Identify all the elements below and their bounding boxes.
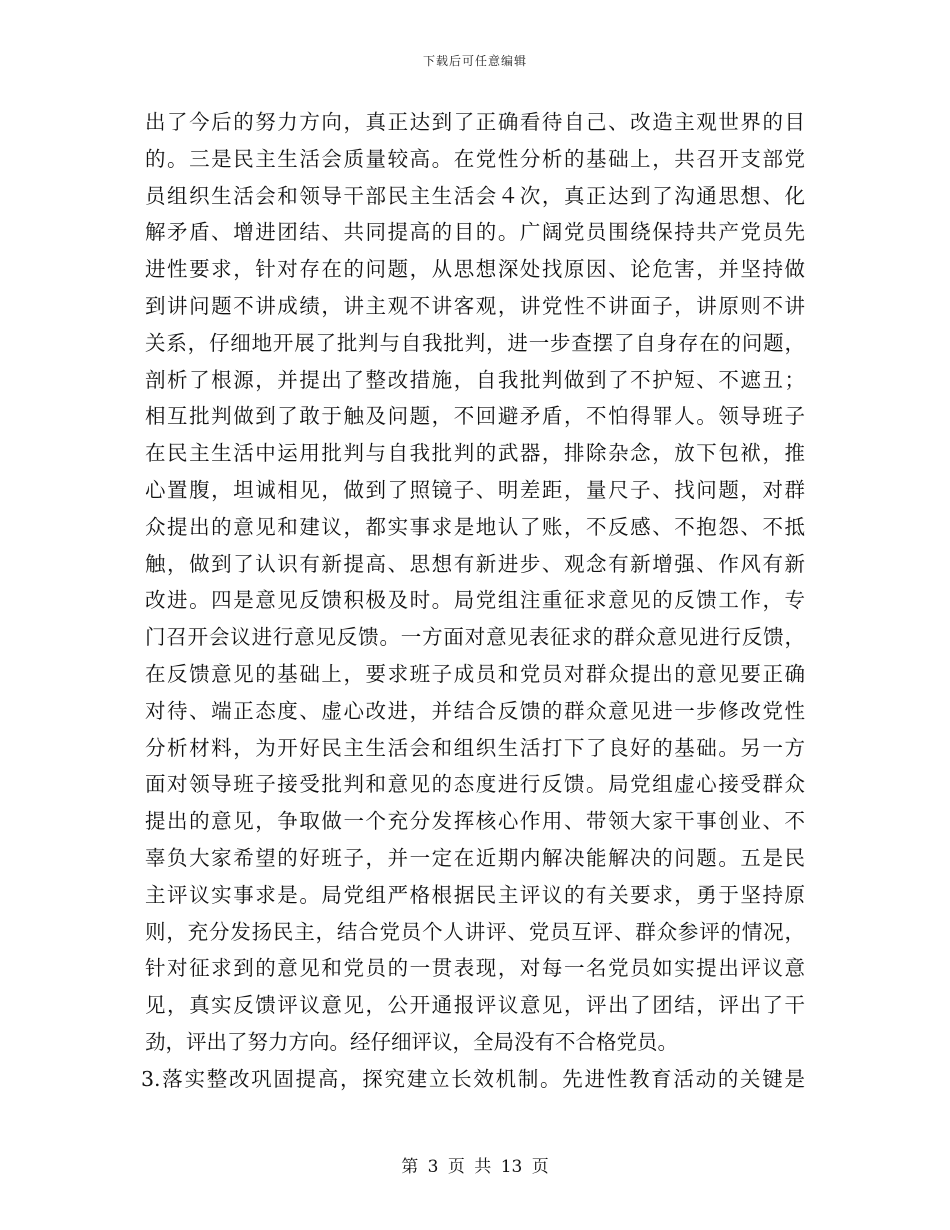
body-line: 员组织生活会和领导干部民主生活会４次，真正达到了沟通思想、化 [145,183,805,208]
body-line: 门召开会议进行意见反馈。一方面对意见表征求的群众意见进行反馈， [145,625,805,650]
body-line: 提出的意见，争取做一个充分发挥核心作用、带领大家干事创业、不 [145,809,805,834]
body-line: 到讲问题不讲成绩，讲主观不讲客观，讲党性不讲面子，讲原则不讲 [145,293,805,318]
section-heading-line: 3.落实整改巩固提高，探究建立长效机制。先进性教育活动的关键是 [141,1066,805,1091]
body-line: 劲，评出了努力方向。经仔细评议，全局没有不合格党员。 [145,1029,678,1054]
body-line: 分析材料，为开好民主生活会和组织生活打下了良好的基础。另一方 [145,735,805,760]
body-line: 面对领导班子接受批判和意见的态度进行反馈。局党组虚心接受群众 [145,772,805,797]
body-line: 解矛盾、增进团结、共同提高的目的。广阔党员围绕保持共产党员先 [145,220,805,245]
body-line: 出了今后的努力方向，真正达到了正确看待自己、改造主观世界的目 [145,110,805,134]
document-body [141,104,805,1098]
body-line: 针对征求到的意见和党员的一贯表现，对每一名党员如实提出评议意 [145,956,805,981]
body-line: 的。三是民主生活会质量较高。在党性分析的基础上，共召开支部党 [145,146,805,171]
body-line: 触，做到了认识有新提高、思想有新进步、观念有新增强、作风有新 [145,551,805,576]
body-line: 见，真实反馈评议意见，公开通报评议意见，评出了团结，评出了干 [145,993,805,1018]
body-line: 辜负大家希望的好班子，并一定在近期内解决能解决的问题。五是民 [145,845,805,870]
body-line: 在反馈意见的基础上，要求班子成员和党员对群众提出的意见要正确 [145,661,805,686]
body-line: 主评议实事求是。局党组严格根据民主评议的有关要求，勇于坚持原 [145,882,805,907]
page-number: 第 3 页 共 13 页 [401,1157,549,1177]
body-line: 剖析了根源，并提出了整改措施，自我批判做到了不护短、不遮丑； [145,367,805,392]
body-line: 进性要求，针对存在的问题，从思想深处找原因、论危害，并坚持做 [145,257,805,282]
body-line: 众提出的意见和建议，都实事求是地认了账，不反感、不抱怨、不抵 [145,514,805,539]
body-line: 对待、端正态度、虚心改进，并结合反馈的群众意见进一步修改党性 [145,698,805,723]
body-line: 关系，仔细地开展了批判与自我批判，进一步查摆了自身存在的问题， [145,330,805,355]
body-line: 在民主生活中运用批判与自我批判的武器，排除杂念，放下包袱，推 [145,441,805,466]
body-line: 改进。四是意见反馈积极及时。局党组注重征求意见的反馈工作，专 [145,588,805,613]
body-line: 心置腹，坦诚相见，做到了照镜子、明差距，量尺子、找问题，对群 [145,477,805,502]
page-header-note: 下载后可任意编辑 [422,54,527,68]
body-line: 则，充分发扬民主，结合党员个人讲评、党员互评、群众参评的情况， [145,919,805,944]
body-line: 相互批判做到了敢于触及问题，不回避矛盾，不怕得罪人。领导班子 [145,404,805,429]
